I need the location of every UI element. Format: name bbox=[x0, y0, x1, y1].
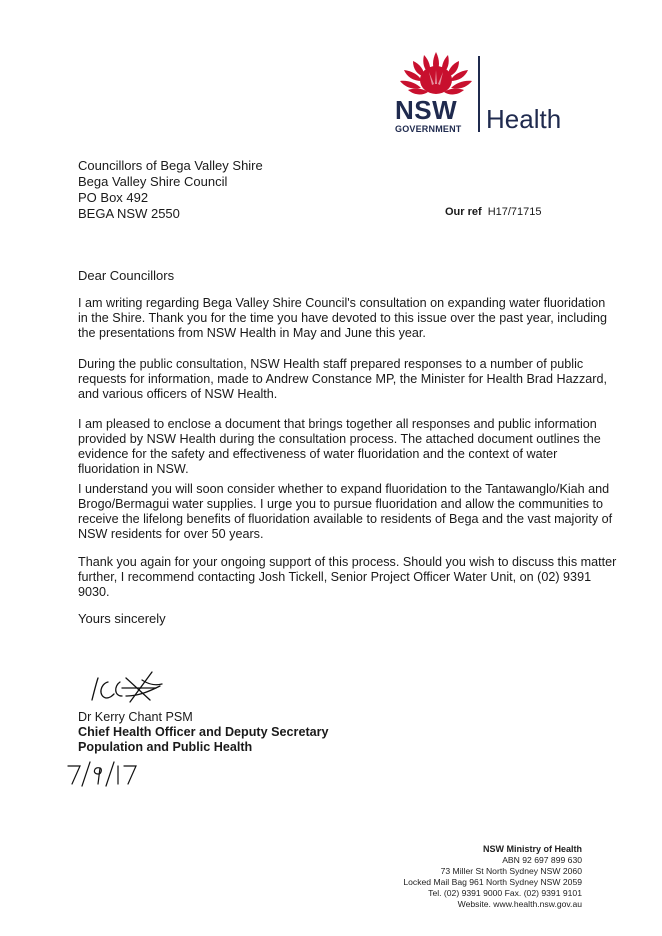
signer-department: Population and Public Health bbox=[78, 740, 253, 754]
footer-abn: ABN 92 697 899 630 bbox=[502, 855, 582, 865]
logo-nsw-text: NSW bbox=[395, 95, 458, 125]
address-line: BEGA NSW 2550 bbox=[78, 206, 180, 221]
body-paragraph: I am pleased to enclose a document that brings together all responses and public information provided by NSW Health during the consultation process. The attached document outlines the evidence for the safety and effectiveness of water fluoridation and the context of water fluoridation in NSW. bbox=[78, 417, 601, 476]
body-paragraph: I am writing regarding Bega Valley Shire Council's consultation on expanding water fluoridation in the Shire. Thank you for the time you have devoted to this issue over the past year, including the presentations from NSW Health in May and June this year. bbox=[78, 296, 608, 340]
salutation: Dear Councillors bbox=[78, 268, 175, 283]
reference-label: Our ref bbox=[445, 206, 482, 218]
body-paragraph: I understand you will soon consider whether to expand fluoridation to the Tantawanglo/Kiah and Brogo/Bermagui water supplies. I urge you to pursue fluoridation and allow the communities to receive the lifelong benefits of fluoridation available to residents of Bega and the vast majority of NSW residents for over 50 years. bbox=[78, 482, 613, 541]
reference bbox=[445, 206, 542, 218]
footer-contact bbox=[403, 844, 582, 910]
signer-title: Chief Health Officer and Deputy Secretary bbox=[78, 725, 329, 739]
footer-org: NSW Ministry of Health bbox=[482, 844, 582, 854]
recipient-address bbox=[78, 158, 263, 222]
body-paragraph: During the public consultation, NSW Health staff prepared responses to a number of public requests for information, made to Andrew Constance MP, the Minister for Health Brad Hazzard, and various officers of NSW Health. bbox=[78, 357, 607, 401]
signer-name: Dr Kerry Chant PSM bbox=[78, 710, 193, 724]
handwritten-signature bbox=[86, 666, 176, 706]
footer-phone: Tel. (02) 9391 9000 Fax. (02) 9391 9101 bbox=[428, 888, 582, 898]
logo-government-text: GOVERNMENT bbox=[395, 124, 462, 134]
address-line: PO Box 492 bbox=[78, 190, 149, 205]
waratah-logo-icon bbox=[396, 50, 476, 98]
body-paragraph: Thank you again for your ongoing support of this process. Should you wish to discuss this matter further, I recommend contacting Josh Tickell, Senior Project Officer Water Unit, on (02) 9391 9030. bbox=[78, 555, 617, 599]
footer-street: 73 Miller St North Sydney NSW 2060 bbox=[440, 866, 582, 876]
footer-website: Website. www.health.nsw.gov.au bbox=[457, 899, 582, 909]
reference-value: H17/71715 bbox=[487, 206, 542, 218]
handwritten-date bbox=[62, 758, 142, 788]
signer-block bbox=[78, 710, 329, 755]
logo-health-text: Health bbox=[486, 104, 562, 134]
closing: Yours sincerely bbox=[78, 611, 166, 626]
footer-mail: Locked Mail Bag 961 North Sydney NSW 2059 bbox=[403, 877, 582, 887]
address-line: Councillors of Bega Valley Shire bbox=[78, 158, 263, 173]
logo-divider bbox=[478, 56, 480, 132]
address-line: Bega Valley Shire Council bbox=[78, 174, 228, 189]
